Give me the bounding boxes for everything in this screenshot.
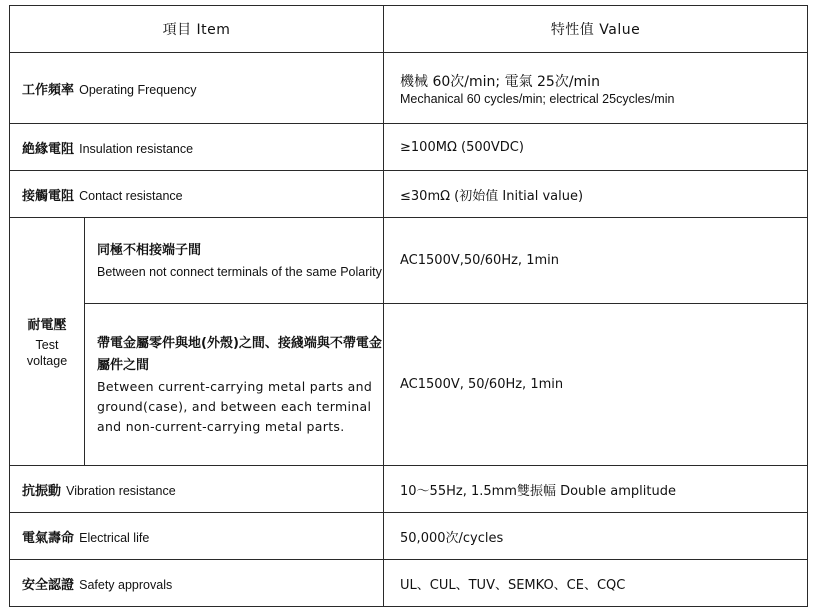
label-en: Electrical life (79, 530, 150, 545)
value-cell: ≥100MΩ (500VDC) (384, 124, 808, 171)
row-contact-resistance (10, 171, 808, 218)
label-cn: 接觸電阻 (22, 188, 75, 204)
row-vibration-resistance (10, 466, 808, 513)
label-cell (10, 53, 384, 124)
test-voltage-label (10, 218, 85, 466)
value-line-1: 機械 60次/min; 電氣 25次/min (400, 73, 600, 90)
header-row (10, 6, 808, 53)
label-en: Operating Frequency (79, 82, 197, 97)
row-test-voltage-1 (10, 218, 808, 304)
label-cn: 電氣壽命 (22, 530, 75, 546)
sub-label-cn: 同極不相接端子間 (97, 242, 202, 258)
value-cell (384, 53, 808, 124)
value-cell: AC1500V,50/60Hz, 1min (384, 218, 808, 304)
header-item: 項目 Item (10, 6, 384, 53)
row-electrical-life (10, 513, 808, 560)
label-en: Contact resistance (79, 188, 183, 203)
label-en-2: voltage (26, 354, 68, 368)
label-cell (10, 171, 384, 218)
row-test-voltage-2 (10, 304, 808, 466)
sub-label-cell (85, 304, 384, 466)
label-cn: 安全認證 (22, 577, 75, 593)
label-en-1: Test (35, 338, 59, 352)
sub-label-en: Between current-carrying metal parts and ground(case), and between each terminal and non-current-carrying metal parts. (97, 378, 373, 434)
header-value: 特性值 Value (384, 6, 808, 53)
label-cell (10, 466, 384, 513)
label-cell (10, 124, 384, 171)
value-cell: 10～55Hz, 1.5mm雙振幅 Double amplitude (384, 466, 808, 513)
value-cell: AC1500V, 50/60Hz, 1min (384, 304, 808, 466)
value-cell: UL、CUL、TUV、SEMKO、CE、CQC (384, 560, 808, 607)
label-cell (10, 560, 384, 607)
sub-label-cell (85, 218, 384, 304)
sub-label-cn: 帶電金屬零件與地(外殼)之間、接綫端與不帶電金屬件之間 (97, 335, 382, 373)
label-en: Safety approvals (79, 577, 173, 592)
label-cn: 絶緣電阻 (22, 141, 75, 157)
row-safety-approvals (10, 560, 808, 607)
label-en: Vibration resistance (66, 483, 176, 498)
label-en: Insulation resistance (79, 141, 194, 156)
row-insulation-resistance (10, 124, 808, 171)
value-cell: 50,000次/cycles (384, 513, 808, 560)
label-cn: 抗振動 (22, 483, 62, 499)
label-cn: 耐電壓 (27, 318, 67, 333)
value-line-2: Mechanical 60 cycles/min; electrical 25cycles/min (400, 91, 675, 106)
label-cell (10, 513, 384, 560)
sub-label-en: Between not connect terminals of the same Polarity (97, 264, 382, 279)
label-cn: 工作頻率 (22, 82, 75, 98)
value-cell: ≤30mΩ (初始值 Initial value) (384, 171, 808, 218)
row-operating-frequency (10, 53, 808, 124)
spec-table (9, 5, 808, 607)
